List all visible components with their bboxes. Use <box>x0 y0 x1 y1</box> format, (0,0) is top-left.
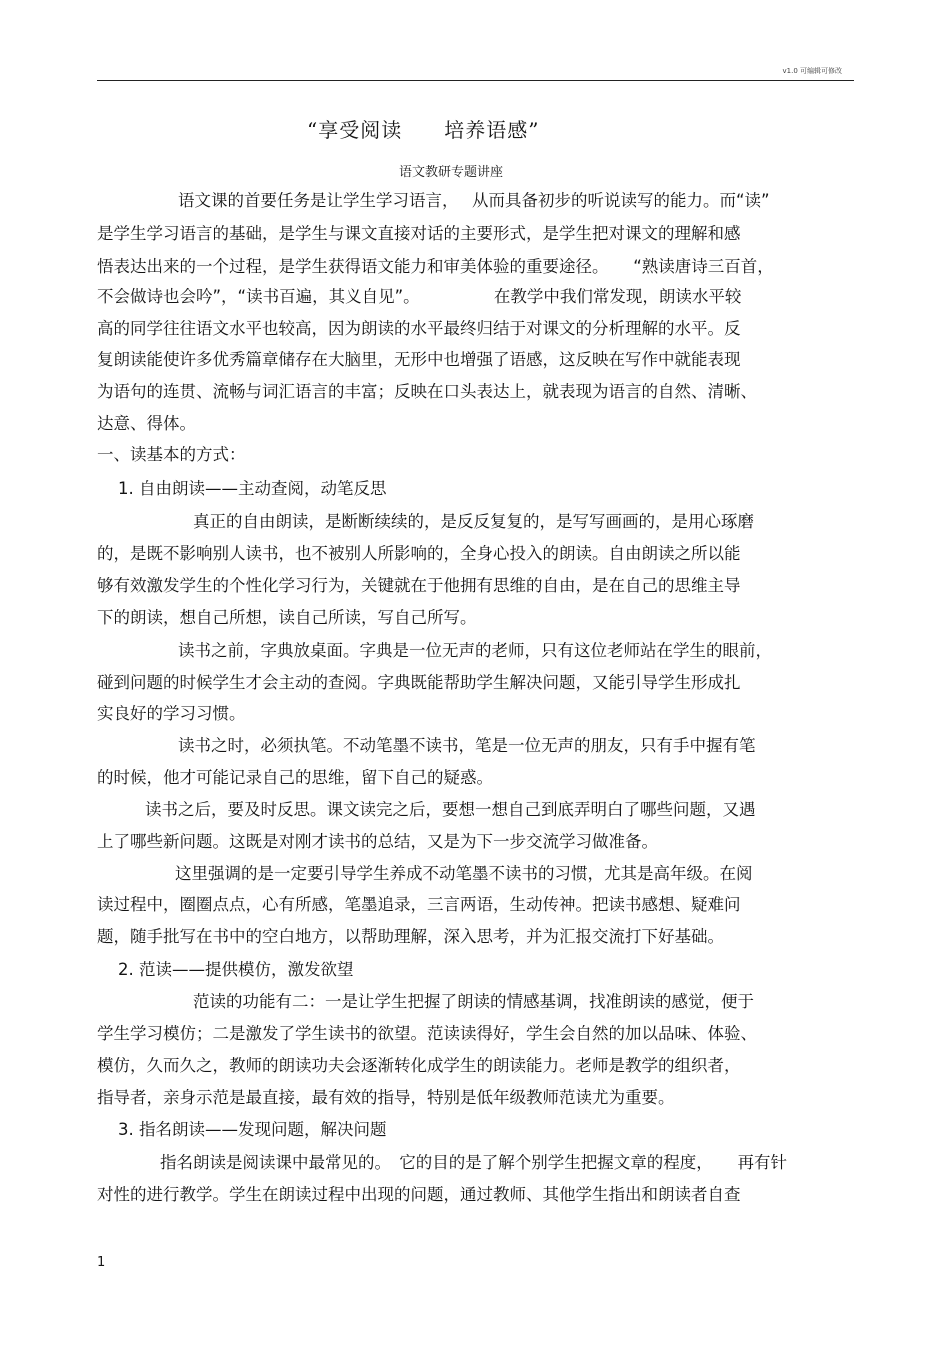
paragraph-line: 对性的进行教学。学生在朗读过程中出现的问题，通过教师、其他学生指出和朗读者自查 <box>97 1185 741 1204</box>
paragraph-line: 读书之后，要及时反思。课文读完之后，要想一想自己到底弄明白了哪些问题，又遇 <box>145 800 756 819</box>
version-note: v1.0 可编辑可修改 <box>782 67 842 75</box>
paragraph-line: 下的朗读，想自己所想，读自己所读，写自己所写。 <box>97 608 477 627</box>
document-subtitle: 语文教研专题讲座 <box>399 165 504 180</box>
paragraph-line: 为语句的连贯、流畅与词汇语言的丰富；反映在口头表达上，就表现为语言的自然、清晰、 <box>97 382 757 401</box>
page-number: 1 <box>97 1255 106 1270</box>
paragraph-line: 读书之前，字典放桌面。字典是一位无声的老师，只有这位老师站在学生的眼前， <box>178 641 772 660</box>
section-heading: 一、读基本的方式： <box>97 445 246 464</box>
paragraph-line: 实良好的学习习惯。 <box>97 704 246 723</box>
paragraph-line: 范读的功能有二：一是让学生把握了朗读的情感基调，找准朗读的感觉，便于 <box>193 992 754 1011</box>
paragraph-line: 语文课的首要任务是让学生学习语言， 从而具备初步的听说读写的能力。而“读” <box>178 191 770 210</box>
paragraph-line: 指名朗读是阅读课中最常见的。 它的目的是了解个别学生把握文章的程度， 再有针 <box>160 1153 787 1172</box>
paragraph-line: 复朗读能使许多优秀篇章储存在大脑里，无形中也增强了语感，这反映在写作中就能表现 <box>97 350 741 369</box>
paragraph-line: 达意、得体。 <box>97 414 196 433</box>
paragraph-line: 读书之时，必须执笔。不动笔墨不读书，笔是一位无声的朋友，只有手中握有笔 <box>178 736 756 755</box>
paragraph-line: 上了哪些新问题。这既是对刚才读书的总结，又是为下一步交流学习做准备。 <box>97 832 658 851</box>
paragraph-line: 这里强调的是一定要引导学生养成不动笔墨不读书的习惯，尤其是高年级。在阅 <box>175 864 753 883</box>
paragraph-line: 模仿，久而久之，教师的朗读功夫会逐渐转化成学生的朗读能力。老师是教学的组织者， <box>97 1056 741 1075</box>
paragraph-line: 碰到问题的时候学生才会主动的查阅。字典既能帮助学生解决问题，又能引导学生形成扎 <box>97 673 741 692</box>
paragraph-line: 高的同学往往语文水平也较高，因为朗读的水平最终归结于对课文的分析理解的水平。反 <box>97 319 741 338</box>
paragraph-line: 够有效激发学生的个性化学习行为，关键就在于他拥有思维的自由，是在自己的思维主导 <box>97 576 741 595</box>
subsection-heading: 3. 指名朗读——发现问题，解决问题 <box>118 1120 387 1139</box>
paragraph-line: 是学生学习语言的基础，是学生与课文直接对话的主要形式，是学生把对课文的理解和感 <box>97 224 741 243</box>
paragraph-line: 悟表达出来的一个过程，是学生获得语文能力和审美体验的重要途径。 “熟读唐诗三百首， <box>97 257 774 276</box>
header-rule <box>97 80 854 81</box>
document-title: “享受阅读 培养语感” <box>307 118 540 142</box>
paragraph-line: 题，随手批写在书中的空白地方，以帮助理解，深入思考，并为汇报交流打下好基础。 <box>97 927 724 946</box>
paragraph-line: 学生学习模仿；二是激发了学生读书的欲望。范读读得好，学生会自然的加以品味、体验、 <box>97 1024 757 1043</box>
paragraph-line: 指导者，亲身示范是最直接，最有效的指导，特别是低年级教师范读尤为重要。 <box>97 1088 675 1107</box>
paragraph-line: 的，是既不影响别人读书，也不被别人所影响的，全身心投入的朗读。自由朗读之所以能 <box>97 544 741 563</box>
paragraph-line: 真正的自由朗读，是断断续续的，是反反复复的，是写写画画的，是用心琢磨 <box>193 512 754 531</box>
paragraph-line: 的时候，他才可能记录自己的思维，留下自己的疑惑。 <box>97 768 493 787</box>
subsection-heading: 2. 范读——提供模仿，激发欲望 <box>118 960 354 979</box>
subsection-heading: 1. 自由朗读——主动查阅，动笔反思 <box>118 479 387 498</box>
paragraph-line: 读过程中，圈圈点点，心有所感，笔墨追录，三言两语，生动传神。把读书感想、疑难问 <box>97 895 741 914</box>
paragraph-line: 不会做诗也会吟”，“读书百遍，其义自见”。 在教学中我们常发现，朗读水平较 <box>97 287 742 306</box>
